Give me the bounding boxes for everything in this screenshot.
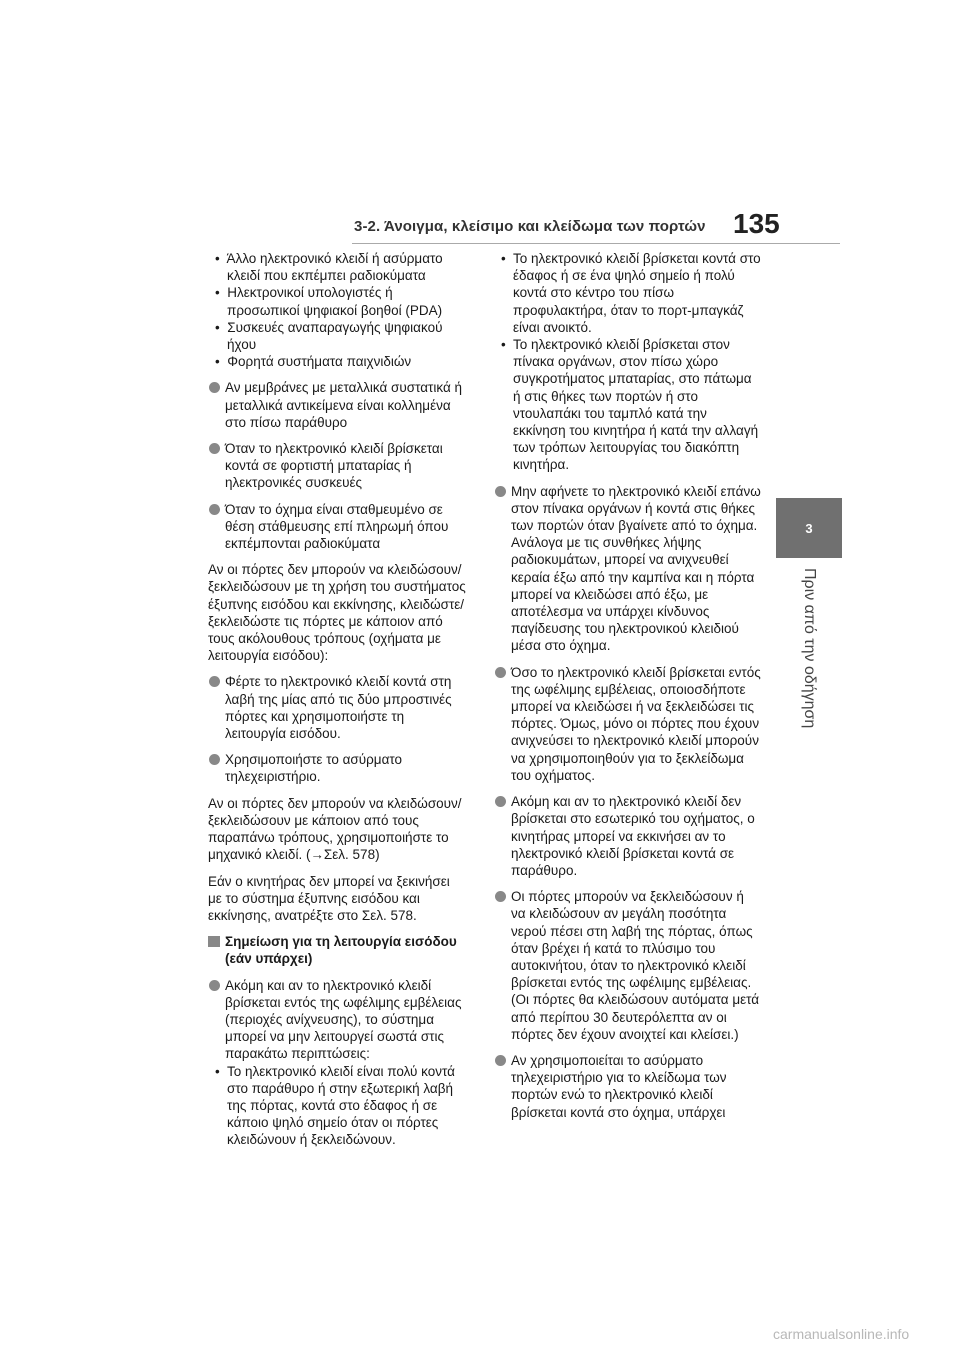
circle-bullet-icon	[495, 486, 506, 497]
page-number: 135	[733, 208, 780, 239]
circle-bullet-item: Όσο το ηλεκτρονικό κλειδί βρίσκεται εντός της ωφέλιμης εμβέλειας, οποιοσδήποτε μπορεί να κλειδώσει ή να ξεκλειδώσει τις πόρτες. Όμως, μόνο οι πόρτες που έχουν ανιχνεύσει το ηλεκτρονικό κλειδί μπορούν να χρησιμοποιηθούν για το ξεκλείδωμα του οχήματος.	[494, 664, 762, 784]
body-paragraph: Εάν ο κινητήρας δεν μπορεί να ξεκινήσει με το σύστημα έξυπνης εισόδου και εκκίνησης, ανατρέξτε στο Σελ. 578.	[208, 873, 450, 923]
circle-bullet-icon	[209, 504, 220, 515]
body-paragraph: Αν οι πόρτες δεν μπορούν να κλειδώσουν/ξεκλειδώσουν με τη χρήση του συστήματος έξυπνης εισόδου και εκκίνησης, κλειδώστε/ξεκλειδώστε τις πόρτες με κάποιον από τους ακόλουθους τρόπους (οχήματα με λειτουργία εισόδου):	[208, 562, 466, 664]
circle-bullet-item: Φέρτε το ηλεκτρονικό κλειδί κοντά στη λαβή της μίας από τις δύο μπροστινές πόρτες και χρησιμοποιήστε τη λειτουργία εισόδου.	[208, 673, 466, 742]
circle-bullet-icon	[495, 1055, 506, 1066]
square-bullet-icon	[208, 936, 220, 947]
body-paragraph: Αν οι πόρτες δεν μπορούν να κλειδώσουν/ξεκλειδώσουν με κάποιον από τους παραπάνω τρόπους, χρησιμοποιήστε το μηχανικό κλειδί. (→Σελ. 578)	[208, 795, 462, 863]
circle-bullet-item: Ακόμη και αν το ηλεκτρονικό κλειδί βρίσκεται εντός της ωφέλιμης εμβέλειας (περιοχές ανίχνευσης), το σύστημα μπορεί να μην λειτουργεί σωστά στις παρακάτω περιπτώσεις:	[208, 977, 466, 1063]
circle-bullet-item: Χρησιμοποιήστε το ασύρματο τηλεχειριστήριο.	[208, 751, 466, 785]
bullet-item: • Φορητά συστήματα παιχνιδιών	[215, 354, 412, 370]
bullet-item: • Το ηλεκτρονικό κλειδί είναι πολύ κοντά στο παράθυρο ή στην εξωτερική λαβή της πόρτας, κοντά στο έδαφος ή σε κάποιο ψηλό σημείο όταν οι πόρτες κλειδώνουν ή ξεκλειδώνουν.	[215, 1063, 455, 1148]
section-heading: Σημείωση για τη λειτουργία εισόδου (εάν υπάρχει)	[208, 933, 466, 967]
circle-bullet-icon	[209, 443, 220, 454]
circle-bullet-item: Αν χρησιμοποιείται το ασύρματο τηλεχειριστήριο για το κλείδωμα των πορτών ενώ το ηλεκτρονικό κλειδί βρίσκεται κοντά στο όχημα, υπάρχει	[494, 1052, 762, 1121]
bullet-item: • Άλλο ηλεκτρονικό κλειδί ή ασύρματο κλειδί που εκπέμπει ραδιοκύματα	[215, 251, 443, 284]
header-divider	[352, 243, 840, 244]
left-column	[208, 250, 466, 1149]
bullet-item: • Συσκευές αναπαραγωγής ψηφιακού ήχου	[215, 319, 443, 353]
circle-bullet-item: Ακόμη και αν το ηλεκτρονικό κλειδί δεν βρίσκεται στο εσωτερικό του οχήματος, ο κινητήρας μπορεί να εκκινήσει αν το ηλεκτρονικό κλειδί βρίσκεται κοντά σε παράθυρο.	[494, 793, 762, 879]
bullet-item: • Το ηλεκτρονικό κλειδί βρίσκεται κοντά στο έδαφος ή σε ένα ψηλό σημείο ή πολύ κοντά στο κέντρο του πίσω προφυλακτήρα, όταν το πορτ-μπαγκάζ είναι ανοικτό.	[501, 251, 761, 335]
circle-bullet-icon	[495, 796, 506, 807]
circle-bullet-item: Μην αφήνετε το ηλεκτρονικό κλειδί επάνω στον πίνακα οργάνων ή κοντά στις θήκες των πορτών όταν βγαίνετε από το όχημα. Ανάλογα με τις συνθήκες λήψης ραδιοκυμάτων, μπορεί να ανιχνευθεί κεραία έξω από την καμπίνα και η πόρτα μπορεί να κλειδώσει από έξω, με αποτέλεσμα να υπάρχει κίνδυνος παγίδευσης του ηλεκτρονικού κλειδιού μέσα στο όχημα.	[494, 483, 762, 655]
circle-bullet-item: Όταν το όχημα είναι σταθμευμένο σε θέση στάθμευσης επί πληρωμή όπου εκπέμπονται ραδιοκύματα	[208, 501, 466, 553]
bullet-item: • Το ηλεκτρονικό κλειδί βρίσκεται στον πίνακα οργάνων, στον πίσω χώρο συγκροτήματος μπαταρίας, στο πάτωμα ή στις θήκες των πορτών ή στο ντουλαπάκι του ταμπλό κατά την εκκίνηση του κινητήρα ή κατά την αλλαγή των τρόπων λειτουργίας του διακόπτη κινητήρα.	[501, 337, 759, 473]
bullet-item: • Ηλεκτρονικοί υπολογιστές ή προσωπικοί ψηφιακοί βοηθοί (PDA)	[215, 285, 443, 318]
right-column	[494, 250, 762, 1121]
chapter-tab	[776, 498, 842, 558]
circle-bullet-icon	[495, 891, 506, 902]
circle-bullet-item: Όταν το ηλεκτρονικό κλειδί βρίσκεται κοντά σε φορτιστή μπαταρίας ή ηλεκτρονικές συσκευές	[208, 440, 466, 492]
chapter-number: 3	[805, 520, 813, 536]
running-header-title: 3-2. Άνοιγμα, κλείσιμο και κλείδωμα των πορτών	[354, 218, 706, 235]
circle-bullet-icon	[209, 980, 220, 991]
chapter-side-label: Πριν από την οδήγηση	[801, 568, 818, 729]
circle-bullet-item: Αν μεμβράνες με μεταλλικά συστατικά ή μεταλλικά αντικείμενα είναι κολλημένα στο πίσω παράθυρο	[208, 379, 466, 431]
circle-bullet-icon	[495, 667, 506, 678]
watermark-text: carmanualsonline.info	[773, 1326, 910, 1342]
circle-bullet-icon	[209, 676, 220, 687]
circle-bullet-icon	[209, 382, 220, 393]
circle-bullet-item: Οι πόρτες μπορούν να ξεκλειδώσουν ή να κλειδώσουν αν μεγάλη ποσότητα νερού πέσει στη λαβή της πόρτας, όπως όταν βρέχει ή κατά το πλύσιμο του αυτοκινήτου, όταν το ηλεκτρονικό κλειδί βρίσκεται εντός της ωφέλιμης εμβέλειας. (Οι πόρτες θα κλειδώσουν αυτόματα μετά από περίπου 30 δευτερόλεπτα αν οι πόρτες δεν έχουν ανοιχτεί και κλείσει.)	[494, 888, 762, 1043]
circle-bullet-icon	[209, 754, 220, 765]
